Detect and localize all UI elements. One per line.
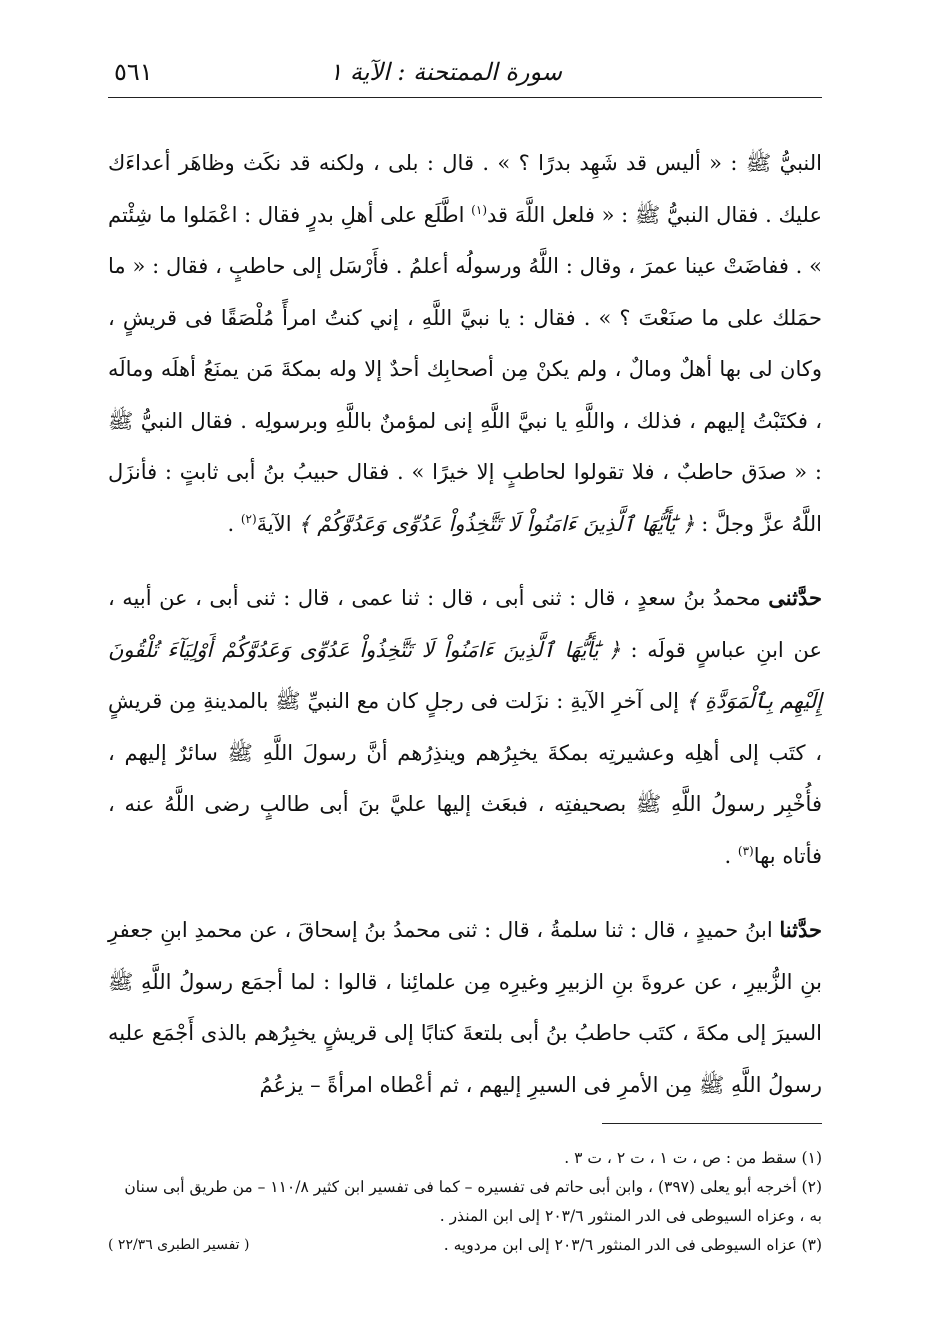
paragraph-lead: حدَّثنى	[768, 585, 822, 610]
footnotes	[108, 1144, 822, 1260]
text-segment: ابنُ حميدٍ ، قال : ثنا سلمةُ ، قال : ثنى محمدُ بنُ إسحاقَ ، عن محمدِ ابنِ جعفرِ بنِ الزُّبيرِ ، عن عروةَ بنِ الزبيرِ وغيرِه مِن علمائِنا ، قالوا : لما أجمَع رسولُ اللَّهِ ﷺ السيرَ إلى مكةَ ، كتَب حاطبُ بنُ أبى بلتعةَ كتابًا إلى قريشٍ يخبِرُهم بالذى أَجْمَع عليه رسولُ اللَّهِ ﷺ مِن الأمرِ فى السيرِ إليهم ، ثم أعْطاه امرأةً – يزعُمُ	[108, 918, 822, 1097]
paragraph-lead: حدَّثنا	[779, 917, 822, 942]
footnote-2: (٢) أخرجه أبو يعلى (٣٩٧) ، وابن أبى حاتم فى تفسيره – كما فى تفسير ابن كثير ١١٠/٨ – من طريق أبى سنان به ، وعزاه السيوطى فى الدر المنثور ٢٠٣/٦ إلى ابن المنذر .	[124, 1178, 822, 1225]
paragraph-3	[108, 904, 822, 1111]
footnote-1: (١) سقط من : ص ، ت ١ ، ت ٢ ، ت ٣ .	[564, 1149, 822, 1167]
page-number: ٥٦١	[114, 58, 153, 86]
text-segment: الآيةَ	[256, 511, 299, 536]
page-header	[108, 56, 822, 96]
footnote-divider	[602, 1123, 822, 1124]
text-segment: .	[227, 511, 241, 536]
paragraph-2	[108, 572, 822, 882]
surah-title: سورة الممتحنة : الآية ١	[329, 58, 562, 86]
footnote-3: (٣) عزاه السيوطى فى الدر المنثور ٢٠٣/٦ إلى ابن مردويه .	[443, 1236, 822, 1254]
header-divider	[108, 97, 822, 98]
text-segment: محمدُ بنُ سعدٍ ، قال : ثنى أبى ، قال : ثنا عمى ، قال : ثنى أبى ، عن أبيه ، عن ابنِ عباسٍ قولَه :	[108, 586, 822, 662]
paragraph-1	[108, 138, 822, 550]
footnote-marker-3: (٣)	[737, 843, 754, 858]
quran-verse: ﴿ يَٰٓأَيُّهَا ٱلَّذِينَ ءَامَنُواْ لَا تَتَّخِذُواْ عَدُوِّى وَعَدُوَّكُمْ ﴾	[298, 511, 695, 536]
text-segment: النبيُّ ﷺ : « أليس قد شَهِد بدرًا ؟ » . قال : بلى ، ولكنه قد نكَث وظاهَر أعداءَك عليك . فقال النبيُّ ﷺ : « فلعل اللَّهَ قد	[108, 151, 822, 227]
text-segment: اطَّلَع على أهلِ بدرٍ فقال : اعْمَلوا ما شِئْتم » . ففاضَتْ عينا عمرَ ، وقال : اللَّهُ ورسولُه أعلمُ . فأَرْسَل إلى حاطبٍ ، فقال : « ما حمَلك على ما صنَعْتَ ؟ » . فقال : يا نبيَّ اللَّهِ ، إني كنتُ امرأً مُلْصَقًا فى قريشٍ ، وكان لى بها أهلٌ ومالٌ ، ولم يكنْ مِن أصحابِك أحدٌ إلا وله بمكةَ مَن يمنَعُ أهلَه ومالَه ، فكتَبْتُ إليهم ، فذلك ، واللَّهِ يا نبيَّ اللَّهِ إنى لمؤمنٌ باللَّهِ وبرسولِه . فقال النبيُّ ﷺ : « صدَق حاطبٌ ، فلا تقولوا لحاطبٍ إلا خيرًا » . فقال حبيبُ بنُ أبى ثابتٍ : فأنزَل اللَّهُ عزَّ وجلَّ :	[108, 202, 822, 536]
text-segment: .	[724, 843, 738, 868]
footnote-last-row	[108, 1231, 822, 1260]
quran-verse: ﴿ يَٰٓأَيُّهَا ٱلَّذِينَ ءَامَنُواْ لَا تَتَّخِذُواْ عَدُوِّى وَعَدُوَّكُمْ أَوْلِيَآءَ تُلْقُونَ إِلَيْهِم بِٱلْمَوَدَّةِ ﴾	[108, 637, 822, 713]
running-reference: ( تفسير الطبرى ٢٢/٣٦ )	[108, 1237, 250, 1253]
text-segment: إلى آخرِ الآيةِ : نزَلت فى رجلٍ كان مع النبيِّ ﷺ بالمدينةِ مِن قريشٍ ، كتَب إلى أهلِه وعشيرتِه بمكةَ يخبِرُهم وينذِرُهم أنَّ رسولَ اللَّهِ ﷺ سائرٌ إليهم ، فأُخْبِر رسولُ اللَّهِ ﷺ بصحيفتِه ، فبعَث إليها عليَّ بنَ أبى طالبٍ رضى اللَّهُ عنه ، فأتاه بها	[108, 689, 822, 868]
footnote-marker-2: (٢)	[240, 511, 257, 526]
footnote-marker-1: (١)	[471, 202, 487, 217]
main-text	[108, 138, 822, 1111]
